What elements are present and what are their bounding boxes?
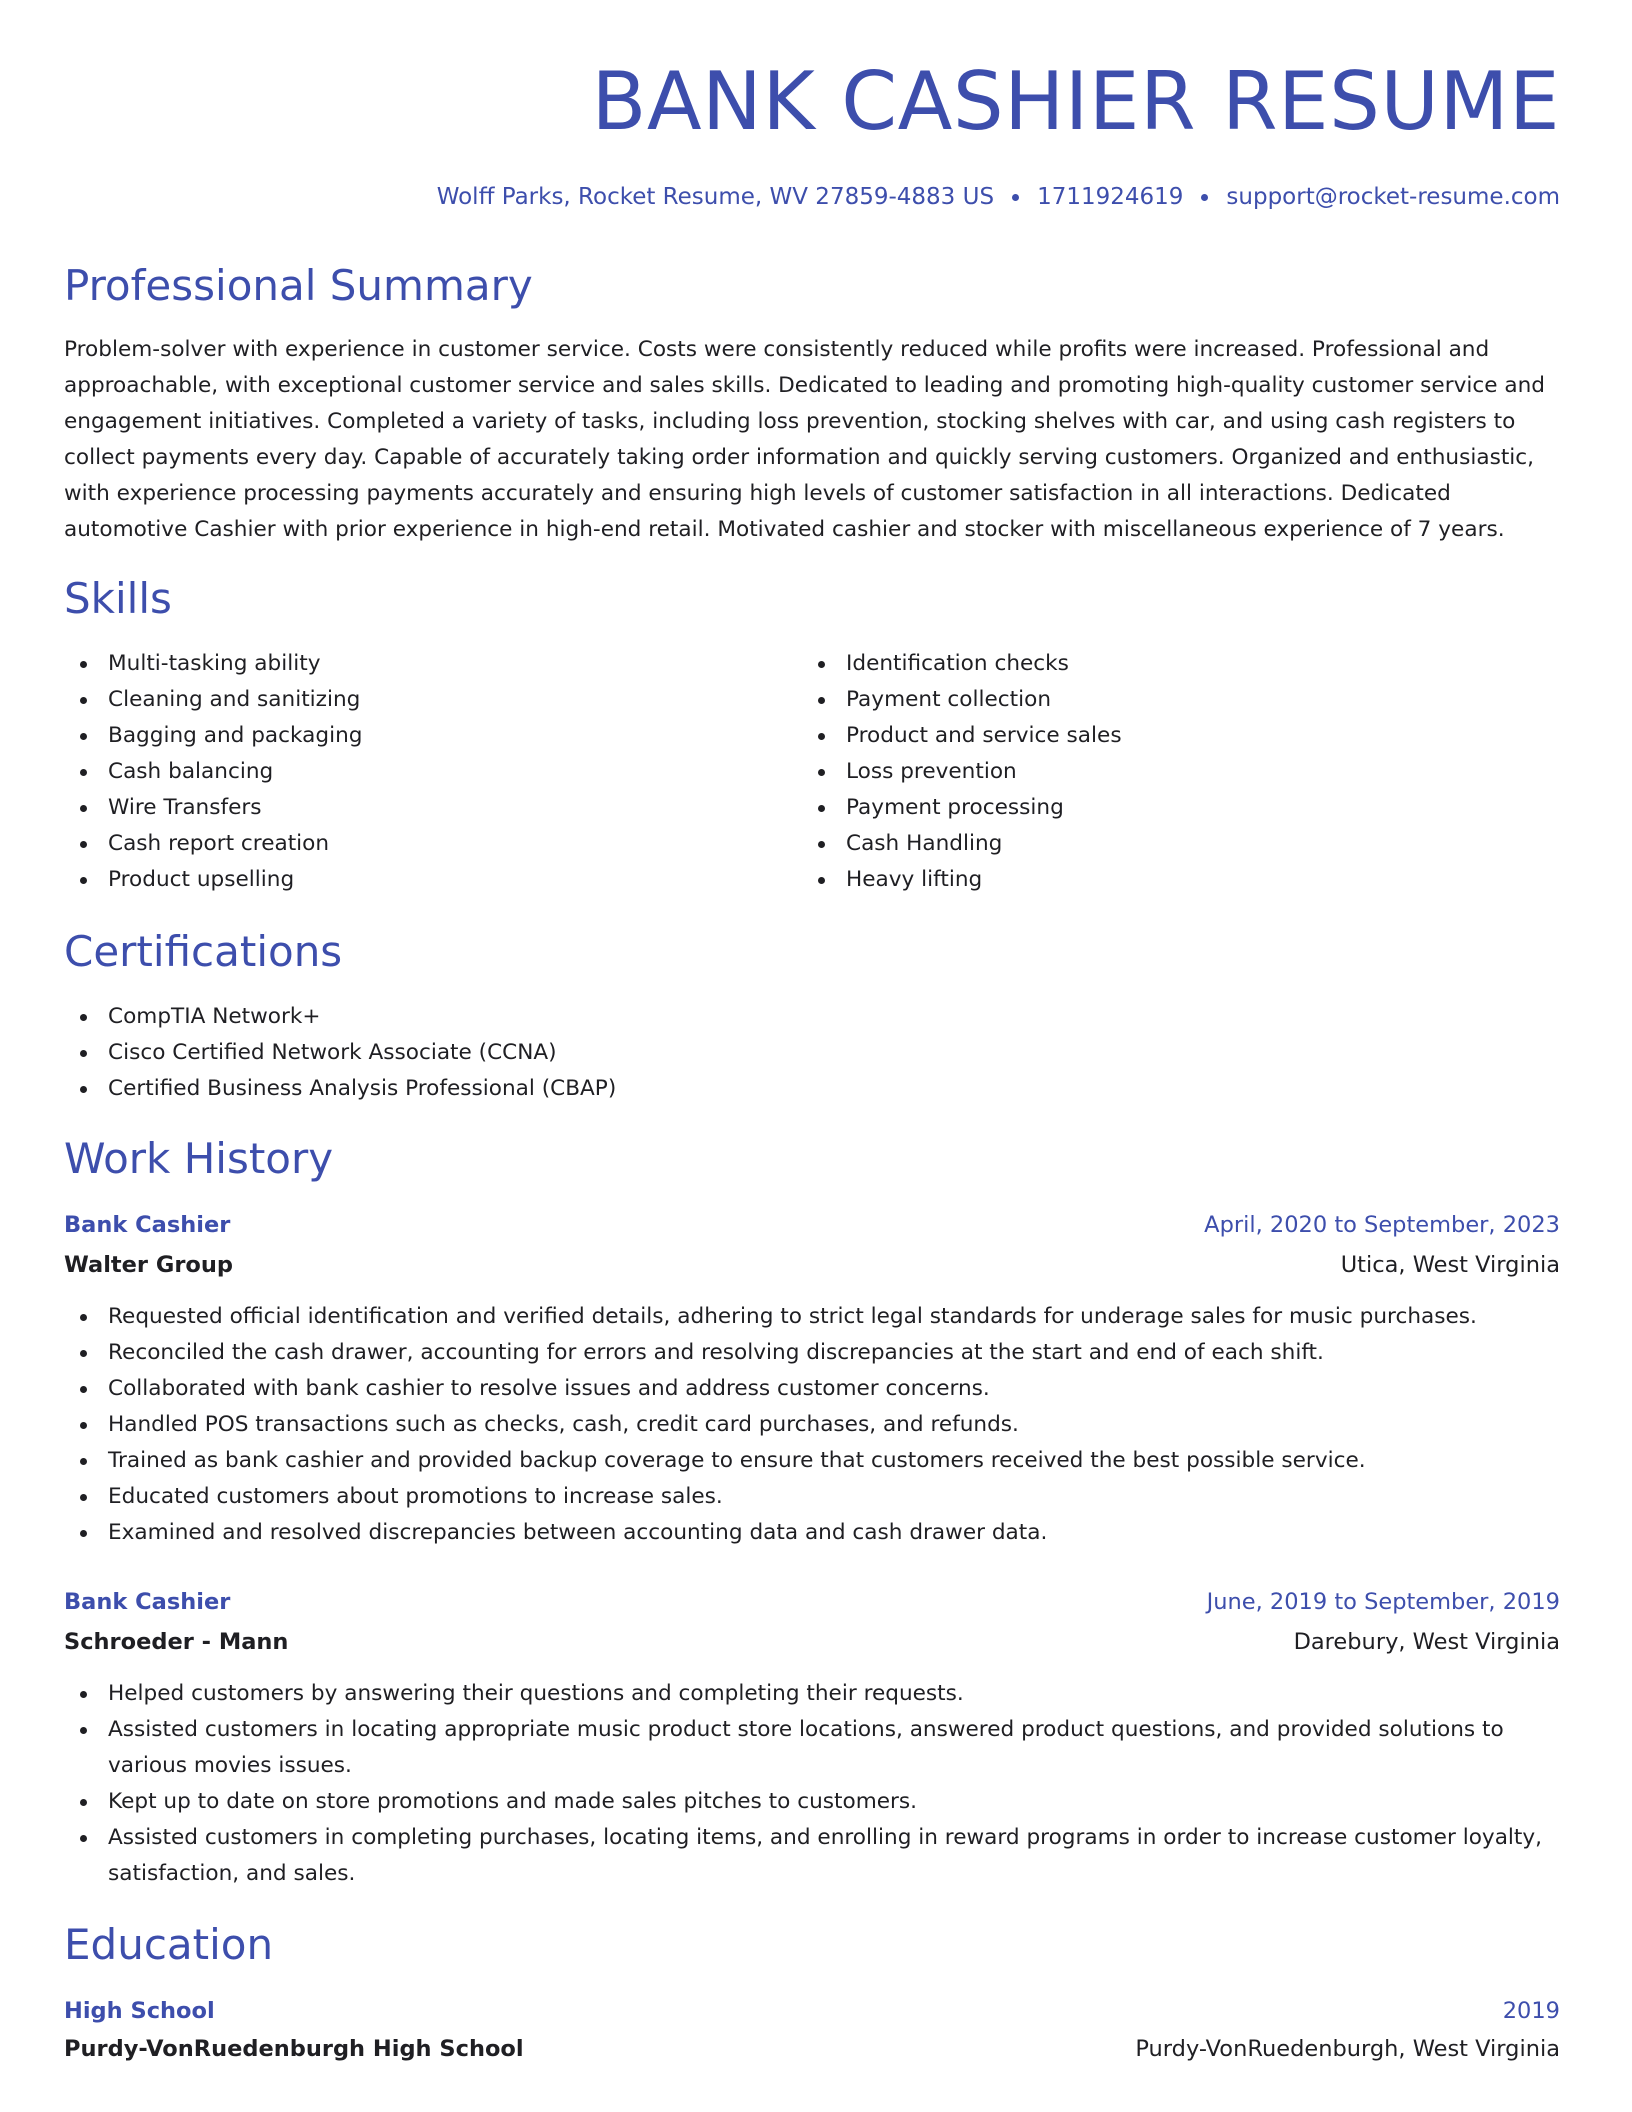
skill-item: Multi-tasking ability: [64, 646, 764, 682]
certification-item: CompTIA Network+: [64, 999, 1560, 1035]
job-duty-item: Assisted customers in completing purchases, locating items, and enrolling in reward programs in order to increase customer loyalty, satisfaction, and sales.: [64, 1820, 1560, 1892]
separator-dot: [1201, 194, 1208, 201]
job-duty-item: Trained as bank cashier and provided backup coverage to ensure that customers received the best possible service.: [64, 1443, 1560, 1479]
skills-heading: Skills: [64, 574, 172, 623]
skill-item: Bagging and packaging: [64, 718, 764, 754]
education-header-row: [64, 1993, 1560, 2029]
skill-item: Product upselling: [64, 862, 764, 898]
skills-list-left: [64, 646, 764, 898]
skill-item: Loss prevention: [802, 754, 1502, 790]
contact-line: [437, 180, 1560, 214]
job-duty-item: Examined and resolved discrepancies between accounting data and cash drawer data.: [64, 1515, 1560, 1551]
job-duty-item: Kept up to date on store promotions and made sales pitches to customers.: [64, 1784, 1560, 1820]
skill-item: Cleaning and sanitizing: [64, 682, 764, 718]
job-location: Darebury, West Virginia: [1293, 1629, 1560, 1655]
job-title: Bank Cashier: [64, 1212, 231, 1238]
skill-item: Cash balancing: [64, 754, 764, 790]
job-company: Walter Group: [64, 1252, 234, 1278]
contact-address: Wolff Parks, Rocket Resume, WV 27859-4883 US: [436, 184, 995, 210]
skill-item: Wire Transfers: [64, 790, 764, 826]
skill-item: Product and service sales: [802, 718, 1502, 754]
job-dates: April, 2020 to September, 2023: [1204, 1212, 1560, 1238]
certification-item: Cisco Certified Network Associate (CCNA): [64, 1035, 1560, 1071]
job-duty-item: Assisted customers in locating appropriate music product store locations, answered product questions, and provided solutions to various movies issues.: [64, 1712, 1560, 1784]
job-location: Utica, West Virginia: [1340, 1252, 1560, 1278]
job-company-row: [64, 1624, 1560, 1660]
education-location: Purdy-VonRuedenburgh, West Virginia: [1135, 2036, 1560, 2062]
education-school-row: [64, 2031, 1560, 2067]
skill-item: Heavy lifting: [802, 862, 1502, 898]
job-duties-list: [64, 1676, 1560, 1892]
job-duty-item: Collaborated with bank cashier to resolve issues and address customer concerns.: [64, 1371, 1560, 1407]
education-year: 2019: [1502, 1998, 1560, 2024]
skill-item: Cash Handling: [802, 826, 1502, 862]
job-header-row: [64, 1584, 1560, 1620]
job-duty-item: Requested official identification and verified details, adhering to strict legal standards for underage sales for music purchases.: [64, 1299, 1560, 1335]
work-history-heading: Work History: [64, 1134, 334, 1183]
job-title: Bank Cashier: [64, 1589, 231, 1615]
contact-email[interactable]: support@rocket-resume.com: [1226, 184, 1560, 210]
job-duty-item: Educated customers about promotions to increase sales.: [64, 1479, 1560, 1515]
job-duty-item: Handled POS transactions such as checks, cash, credit card purchases, and refunds.: [64, 1407, 1560, 1443]
job-company: Schroeder - Mann: [64, 1629, 289, 1655]
job-dates: June, 2019 to September, 2019: [1206, 1589, 1560, 1615]
resume-page: [64, 0, 1560, 2112]
certification-item: Certified Business Analysis Professional (CBAP): [64, 1071, 1560, 1107]
separator-dot: [1012, 194, 1019, 201]
education-school: Purdy-VonRuedenburgh High School: [64, 2036, 524, 2062]
job-duty-item: Helped customers by answering their questions and completing their requests.: [64, 1676, 1560, 1712]
education-degree: High School: [64, 1998, 215, 2024]
summary-heading: Professional Summary: [64, 261, 533, 310]
certifications-list: [64, 999, 1560, 1107]
resume-title: BANK CASHIER RESUME: [591, 55, 1560, 148]
certifications-heading: Certifications: [64, 927, 343, 976]
skill-item: Cash report creation: [64, 826, 764, 862]
job-duties-list: [64, 1299, 1560, 1551]
summary-text: Problem-solver with experience in customer service. Costs were consistently reduced while profits were increased. Professional and approachable, with exceptional customer service and sales skills. Dedicated to leading and promoting high-quality customer service and engagement initiatives. Completed a variety of tasks, including loss prevention, stocking shelves with car, and using cash registers to collect payments every day. Capable of accurately taking order information and quickly serving customers. Organized and enthusiastic, with experience processing payments accurately and ensuring high levels of customer satisfaction in all interactions. Dedicated automotive Cashier with prior experience in high-end retail. Motivated cashier and stocker with miscellaneous experience of 7 years.: [64, 337, 1546, 542]
job-company-row: [64, 1247, 1560, 1283]
contact-phone: 1711924619: [1037, 184, 1184, 210]
job-header-row: [64, 1207, 1560, 1243]
skills-list-right: [802, 646, 1502, 898]
education-heading: Education: [64, 1920, 274, 1969]
skill-item: Payment processing: [802, 790, 1502, 826]
skill-item: Payment collection: [802, 682, 1502, 718]
skill-item: Identification checks: [802, 646, 1502, 682]
job-duty-item: Reconciled the cash drawer, accounting for errors and resolving discrepancies at the start and end of each shift.: [64, 1335, 1560, 1371]
